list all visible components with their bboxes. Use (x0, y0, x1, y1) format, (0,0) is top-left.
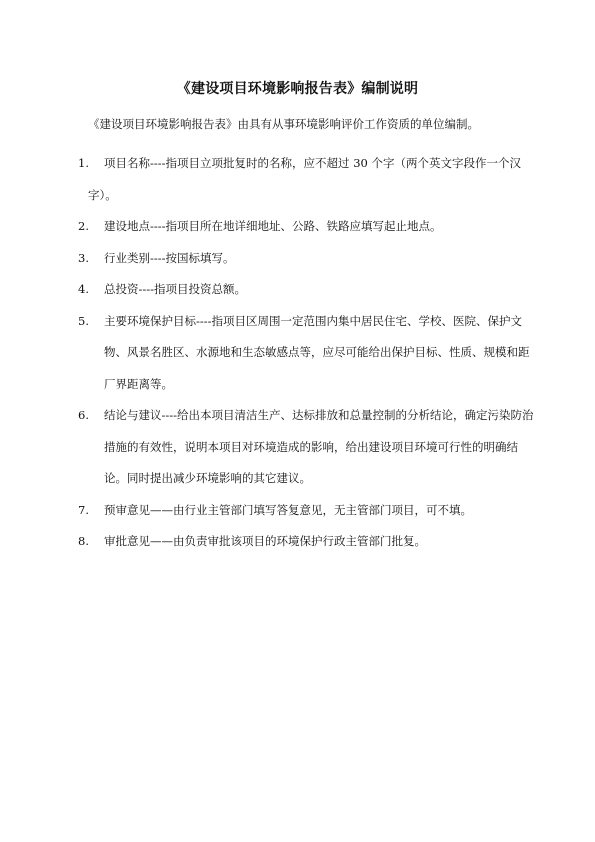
list-item-number: 7. (78, 502, 89, 517)
instruction-list (0, 148, 595, 558)
list-item-text: 行业类别----按国标填写。 (104, 250, 235, 265)
list-item-number: 2. (78, 219, 89, 233)
intro-paragraph: 《建设项目环境影响报告表》由具有从事环境影响评价工作资质的单位编制。 (88, 117, 479, 131)
list-item-number: 8. (78, 534, 89, 548)
list-item (0, 400, 595, 495)
list-item-text: 总投资----指项目投资总额。 (104, 282, 247, 296)
list-item (0, 211, 595, 243)
list-item-text: 预审意见——由行业主管部门填写答复意见，无主管部门项目，可不填。 (104, 502, 472, 517)
list-item (0, 306, 595, 401)
list-item (0, 243, 595, 275)
list-item (0, 495, 595, 527)
list-item-number: 3. (78, 250, 89, 265)
list-item-number: 6. (78, 408, 89, 422)
list-item (0, 526, 595, 558)
list-item-number: 5. (78, 313, 89, 328)
list-item (0, 274, 595, 306)
document-title: 《建设项目环境影响报告表》编制说明 (176, 81, 419, 97)
list-item-number: 1. (78, 156, 89, 170)
list-item-text: 审批意见——由负责审批该项目的环境保护行政主管部门批复。 (104, 534, 426, 548)
list-item-text: 项目名称----指项目立项批复时的名称，应不超过 30 个字（两个英文字段作一个汉字）。 (88, 156, 521, 202)
list-item-text: 主要环境保护目标----指项目区周围一定范围内集中居民住宅、学校、医院、保护文物、风景名胜区、水源地和生态敏感点等，应尽可能给出保护目标、性质、规模和距厂界距离等。 (104, 313, 530, 391)
list-item-number: 4. (78, 282, 89, 296)
list-item-text: 建设地点----指项目所在地详细地址、公路、铁路应填写起止地点。 (104, 219, 442, 233)
list-item-text: 结论与建议----给出本项目清洁生产、达标排放和总量控制的分析结论，确定污染防治措施的有效性，说明本项目对环境造成的影响，给出建设项目环境可行性的明确结论。同时提出减少环境影响的其它建议。 (104, 408, 534, 485)
list-item (0, 148, 595, 211)
